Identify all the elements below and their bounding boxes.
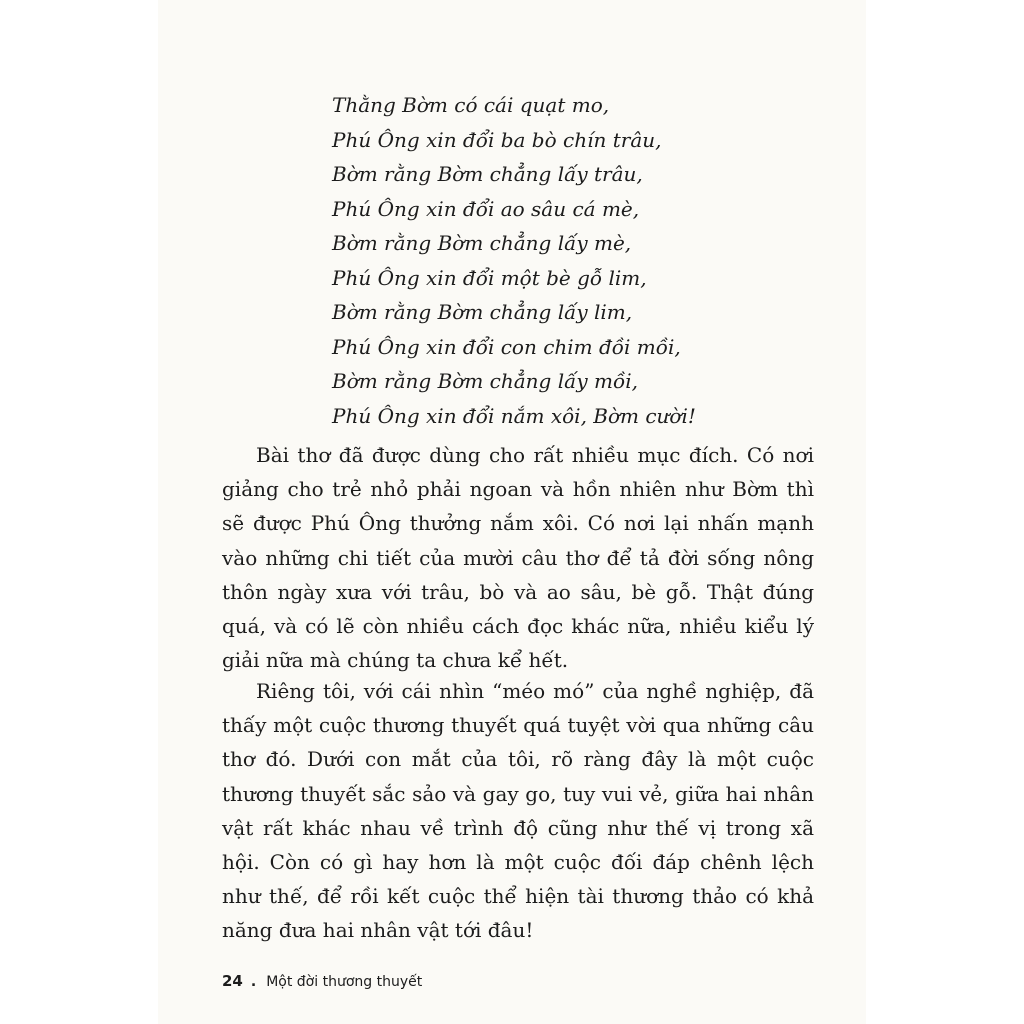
- page-footer: [222, 972, 422, 990]
- footer-separator: .: [250, 974, 257, 990]
- poem-line: Phú Ông xin đổi ba bò chín trâu,: [332, 127, 662, 152]
- poem-line: Thằng Bờm có cái quạt mo,: [332, 93, 610, 117]
- body-text: [222, 438, 814, 677]
- poem-line: Phú Ông xin đổi ao sâu cá mè,: [332, 196, 640, 221]
- poem-line: Bờm rằng Bờm chẳng lấy lim,: [332, 300, 633, 324]
- book-title: Một đời thương thuyết: [266, 974, 423, 990]
- poem-line: Bờm rằng Bờm chẳng lấy mè,: [332, 231, 632, 255]
- poem-block: [332, 88, 752, 433]
- poem-line: Phú Ông xin đổi con chim đồi mồi,: [332, 334, 681, 359]
- poem-line: Bờm rằng Bờm chẳng lấy trâu,: [332, 162, 643, 186]
- page-number: 24: [222, 972, 243, 990]
- paragraph-1: Bài thơ đã được dùng cho rất nhiều mục đích. Có nơi giảng cho trẻ nhỏ phải ngoan và hồn nhiên như Bờm thì sẽ được Phú Ông thưởng nắm xôi. Có nơi lại nhấn mạnh vào những chi tiết của mười câu thơ để tả đời sống nông thôn ngày xưa với trâu, bò và ao sâu, bè gỗ. Thật đúng quá, và có lẽ còn nhiều cách đọc khác nữa, nhiều kiểu lý giải nữa mà chúng ta chưa kể hết.: [222, 443, 814, 673]
- paragraph-2: Riêng tôi, với cái nhìn “méo mó” của nghề nghiệp, đã thấy một cuộc thương thuyết quá tuyệt vời qua những câu thơ đó. Dưới con mắt của tôi, rõ ràng đây là một cuộc thương thuyết sắc sảo và gay go, tuy vui vẻ, giữa hai nhân vật rất khác nhau về trình độ cũng như thế vị trong xã hội. Còn có gì hay hơn là một cuộc đối đáp chênh lệch như thế, để rồi kết cuộc thể hiện tài thương thảo có khả năng đưa hai nhân vật tới đâu!: [222, 679, 814, 943]
- poem-line: Bờm rằng Bờm chẳng lấy mồi,: [332, 369, 638, 393]
- body-text-2: [222, 674, 814, 948]
- poem-line: Phú Ông xin đổi nắm xôi, Bờm cười!: [332, 403, 696, 428]
- poem-line: Phú Ông xin đổi một bè gỗ lim,: [332, 265, 647, 290]
